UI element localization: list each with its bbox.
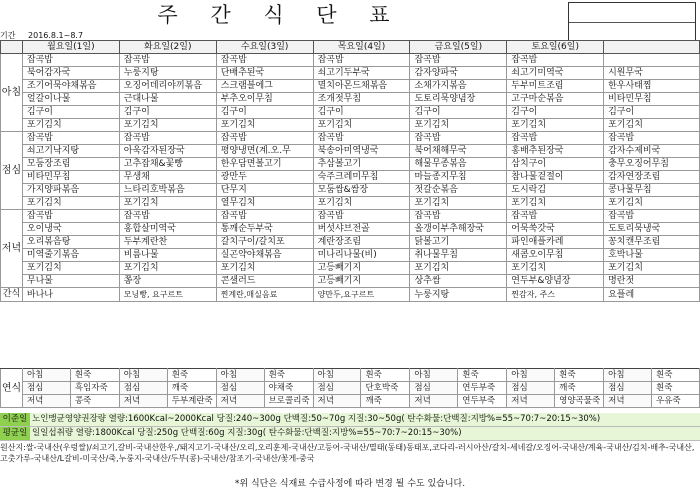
menu-cell: 어묵쑥갓국 — [507, 223, 604, 236]
menu-cell: 북어감자국 — [22, 67, 119, 80]
soft-diet-porridge: 흰죽 — [167, 369, 216, 382]
menu-cell: 비타민무침 — [22, 171, 119, 184]
soft-diet-porridge: 우유죽 — [652, 395, 700, 408]
nutrition-row — [0, 427, 700, 441]
lunch-row — [1, 171, 700, 184]
soft-diet-porridge: 깨죽 — [167, 382, 216, 395]
soft-diet-meal: 저녁 — [119, 395, 167, 408]
menu-cell: 포기김치 — [119, 119, 216, 132]
menu-cell: 김구이 — [410, 106, 507, 119]
menu-cell: 잡곡밥 — [216, 132, 313, 145]
soft-diet-porridge: 단호박죽 — [361, 382, 410, 395]
soft-diet-meal: 아침 — [119, 369, 167, 382]
menu-cell: 부추오이무침 — [216, 93, 313, 106]
menu-cell: 연두부&양념장 — [507, 275, 604, 288]
lunch-row — [1, 145, 700, 158]
menu-cell: 갈치구이/갈치포 — [216, 236, 313, 249]
menu-cell: 김구이 — [604, 106, 700, 119]
menu-cell: 잡곡밥 — [410, 132, 507, 145]
menu-cell: 오징어데리야끼볶음 — [119, 80, 216, 93]
menu-cell: 쫑장 — [119, 275, 216, 288]
soft-diet-porridge: 흰죽 — [652, 369, 700, 382]
approval-box — [568, 2, 696, 42]
menu-cell: 잡곡밥 — [22, 132, 119, 145]
soft-diet-meal: 점심 — [216, 382, 264, 395]
menu-cell: 시원무국 — [604, 67, 700, 80]
breakfast-row — [1, 54, 700, 67]
soft-diet-porridge: 영양곡물죽 — [555, 395, 604, 408]
dinner-row — [1, 236, 700, 249]
menu-cell: 포기김치 — [507, 197, 604, 210]
dinner-row — [1, 249, 700, 262]
menu-cell: 포기김치 — [119, 197, 216, 210]
snack-cell: 요플레 — [604, 288, 700, 302]
menu-cell: 포기김치 — [410, 119, 507, 132]
menu-cell: 잡곡밥 — [604, 132, 700, 145]
day-header — [604, 41, 700, 54]
menu-cell: 두부계란찬 — [119, 236, 216, 249]
menu-cell: 모둠장조림 — [22, 158, 119, 171]
lunch-row — [1, 132, 700, 145]
menu-cell: 북어채해무국 — [410, 145, 507, 158]
change-notice: *위 식단은 식재료 수급사정에 따라 변경 될 수도 있습니다. — [234, 479, 466, 489]
menu-cell: 계란장조림 — [313, 236, 410, 249]
menu-cell: 고추잡채&꽃빵 — [119, 158, 216, 171]
menu-cell: 버섯샤브전골 — [313, 223, 410, 236]
menu-cell: 잡곡밥 — [604, 210, 700, 223]
menu-cell: 고구마순볶음 — [507, 93, 604, 106]
menu-cell: 참나물겉절이 — [507, 171, 604, 184]
menu-cell: 추삼볼고기 — [313, 158, 410, 171]
menu-cell: 한우담면볼고기 — [216, 158, 313, 171]
soft-diet-meal: 저녁 — [507, 395, 555, 408]
soft-diet-porridge: 브로콜리죽 — [264, 395, 313, 408]
day-header: 화요일(2일) — [119, 41, 216, 54]
menu-cell: 미역줄기볶음 — [22, 249, 119, 262]
breakfast-row — [1, 67, 700, 80]
day-header: 수요일(3일) — [216, 41, 313, 54]
lunch-row — [1, 158, 700, 171]
soft-diet-porridge: 연두부죽 — [458, 382, 507, 395]
menu-cell: 감자수제비국 — [604, 145, 700, 158]
menu-cell: 조기어묵야채볶음 — [22, 80, 119, 93]
menu-cell: 포기김치 — [22, 119, 119, 132]
soft-diet-meal: 저녁 — [22, 395, 70, 408]
snack-label: 간식 — [1, 288, 23, 302]
menu-cell: 포기김치 — [410, 197, 507, 210]
day-header-row — [1, 41, 700, 54]
soft-diet-porridge: 흰죽 — [361, 369, 410, 382]
soft-diet-meal: 점심 — [410, 382, 458, 395]
menu-cell: 김구이 — [22, 106, 119, 119]
menu-cell: 명란젓 — [604, 275, 700, 288]
nutrition-text: 노인맹균영양권장량 열량:1600Kcal~2000Kcal 당질:240~300g 단백질:50~70g 지질:30~50g( 탄수화물:단백질:지방%=55~70:7~20:15~30%) — [32, 414, 601, 424]
menu-cell: 통깨순두부국 — [216, 223, 313, 236]
menu-cell: 잡곡밥 — [119, 54, 216, 67]
menu-cell: 쇠고기낙지탕 — [22, 145, 119, 158]
snack-row — [1, 288, 700, 302]
day-header: 금요일(5일) — [410, 41, 507, 54]
menu-cell: 실곤약야채볶음 — [216, 249, 313, 262]
breakfast-label: 아침 — [1, 54, 23, 132]
soft-diet-meal: 저녁 — [410, 395, 458, 408]
soft-diet-meal: 저녁 — [604, 395, 652, 408]
menu-cell: 포기김치 — [410, 262, 507, 275]
menu-cell: 고등빼기지 — [313, 275, 410, 288]
day-header: 목요일(4일) — [313, 41, 410, 54]
menu-cell: 숙주크레미무침 — [313, 171, 410, 184]
menu-cell: 젓갈순볶음 — [410, 184, 507, 197]
menu-cell: 콩나물무침 — [604, 184, 700, 197]
dinner-row — [1, 223, 700, 236]
snack-cell: 바나나 — [22, 288, 119, 302]
menu-cell: 단배추된국 — [216, 67, 313, 80]
menu-cell: 잡곡밥 — [507, 132, 604, 145]
soft-diet-porridge: 흰죽 — [652, 382, 700, 395]
soft-diet-label: 연식 — [1, 369, 23, 408]
menu-cell: 스크램블에그 — [216, 80, 313, 93]
menu-cell: 김구이 — [313, 106, 410, 119]
menu-cell: 오이냉국 — [22, 223, 119, 236]
period-label: 기간 — [0, 31, 16, 40]
menu-cell: 포기김치 — [604, 262, 700, 275]
menu-cell: 잡곡밥 — [22, 54, 119, 67]
menu-cell: 잡곡밥 — [313, 54, 410, 67]
soft-diet-row — [1, 395, 700, 408]
nutrition-tag: 평균일 — [0, 427, 30, 440]
menu-cell: 무나물 — [22, 275, 119, 288]
soft-diet-meal: 저녁 — [313, 395, 361, 408]
menu-cell: 잡곡밥 — [216, 210, 313, 223]
menu-cell: 김구이 — [216, 106, 313, 119]
menu-cell: 김구이 — [119, 106, 216, 119]
soft-diet-meal: 점심 — [507, 382, 555, 395]
soft-diet-meal: 아침 — [216, 369, 264, 382]
menu-cell: 포기김치 — [22, 262, 119, 275]
origin-info: 원산지:쌀-국내산(우렁쌀)/쇠고기,갈비-국내산한우,/돼지고기-국내산/오리,오리훈제-국내산/고등어-국내산/멸태(동태)동태포,코다리-러시아산/갈치-세네갈/오징어-국내산/계육-국내산/김치-배추-국내산,고춧가루-국내산/L갈비-미국산/죽,누룽지-국내산/두부(콩)-국내산/참조기-국내산/꽃게-중국 — [0, 443, 695, 463]
menu-cell: 포기김치 — [604, 197, 700, 210]
menu-cell: 근대나물 — [119, 93, 216, 106]
menu-cell: 포기김치 — [216, 262, 313, 275]
menu-cell: 취나물무침 — [410, 249, 507, 262]
menu-cell: 미나리나물(비) — [313, 249, 410, 262]
menu-cell: 올갱이부추해장국 — [410, 223, 507, 236]
menu-cell: 충무오징어무침 — [604, 158, 700, 171]
soft-diet-meal: 아침 — [604, 369, 652, 382]
menu-cell: 포기김치 — [604, 119, 700, 132]
menu-cell: 도토리묵냉국 — [604, 223, 700, 236]
nutrition-row — [0, 413, 700, 427]
soft-diet-porridge: 흰죽 — [458, 369, 507, 382]
breakfast-row — [1, 80, 700, 93]
dinner-label: 저녁 — [1, 210, 23, 288]
menu-cell — [604, 54, 700, 67]
nutrition-text: 일일섭취량 열량:1800Kcal 당질:250g 단백질:60g 지질:30g( 탄수화물:단백질:지방%=55~70:7~20:15~30%) — [32, 428, 462, 438]
menu-cell: 잡곡밥 — [507, 54, 604, 67]
lunch-row — [1, 184, 700, 197]
soft-diet-porridge: 흑임자죽 — [70, 382, 119, 395]
dinner-row — [1, 262, 700, 275]
menu-cell: 포기김치 — [22, 197, 119, 210]
menu-cell: 해물무종볶음 — [410, 158, 507, 171]
menu-cell: 아욱감자된장국 — [119, 145, 216, 158]
lunch-label: 점심 — [1, 132, 23, 210]
menu-cell: 쇠고기두부국 — [313, 67, 410, 80]
menu-cell: 닭볼고기 — [410, 236, 507, 249]
lunch-row — [1, 197, 700, 210]
soft-diet-porridge: 흰죽 — [264, 369, 313, 382]
menu-cell: 잡곡밥 — [507, 210, 604, 223]
menu-cell: 모둠쌈&쌈장 — [313, 184, 410, 197]
menu-cell: 포기김치 — [507, 262, 604, 275]
menu-cell: 잡곡밥 — [410, 210, 507, 223]
menu-cell: 누룽지탕 — [119, 67, 216, 80]
menu-cell: 포기김치 — [119, 262, 216, 275]
menu-cell: 광만두 — [216, 171, 313, 184]
menu-cell: 잡곡밥 — [410, 54, 507, 67]
menu-cell: 삼치구이 — [507, 158, 604, 171]
nutrition-section — [0, 413, 700, 441]
menu-cell: 마늘종지무침 — [410, 171, 507, 184]
menu-cell: 파인애플카레 — [507, 236, 604, 249]
menu-cell: 호박나물 — [604, 249, 700, 262]
soft-diet-porridge: 야채죽 — [264, 382, 313, 395]
menu-cell: 평양냉면(계.오.무 — [216, 145, 313, 158]
menu-cell: 두부미트조림 — [507, 80, 604, 93]
snack-cell: 모닝빵, 요구르트 — [119, 288, 216, 302]
snack-cell: 찐감자, 주스 — [507, 288, 604, 302]
soft-diet-meal: 점심 — [22, 382, 70, 395]
menu-cell: 잡곡밥 — [216, 54, 313, 67]
menu-cell: 잡곡밥 — [119, 132, 216, 145]
soft-diet-meal: 아침 — [507, 369, 555, 382]
menu-cell: 감자양파국 — [410, 67, 507, 80]
menu-cell: 포기김치 — [313, 119, 410, 132]
menu-cell: 비름나물 — [119, 249, 216, 262]
breakfast-row — [1, 93, 700, 106]
dinner-row — [1, 210, 700, 223]
menu-cell: 열무김치 — [216, 197, 313, 210]
soft-diet-row — [1, 369, 700, 382]
soft-diet-row — [1, 382, 700, 395]
menu-cell: 무생채 — [119, 171, 216, 184]
soft-diet-porridge: 흰죽 — [70, 369, 119, 382]
menu-cell: 한우사태찜 — [604, 80, 700, 93]
soft-diet-meal: 점심 — [604, 382, 652, 395]
menu-cell: 감자연장조림 — [604, 171, 700, 184]
day-header: 토요일(6일) — [507, 41, 604, 54]
soft-diet-porridge: 연두부죽 — [458, 395, 507, 408]
menu-cell: 느타리호박볶음 — [119, 184, 216, 197]
snack-cell: 양만두,요구르트 — [313, 288, 410, 302]
menu-cell: 꽁치캔무조림 — [604, 236, 700, 249]
soft-diet-table — [0, 368, 700, 408]
menu-cell: 잡곡밥 — [313, 132, 410, 145]
menu-cell: 멸치아몬드채볶음 — [313, 80, 410, 93]
menu-cell: 얼갈이나물 — [22, 93, 119, 106]
dinner-row — [1, 275, 700, 288]
menu-cell: 가지양파볶음 — [22, 184, 119, 197]
menu-cell: 잡곡밥 — [119, 210, 216, 223]
soft-diet-meal: 점심 — [119, 382, 167, 395]
nutrition-tag: 이준일 — [0, 413, 30, 426]
menu-cell: 단무지 — [216, 184, 313, 197]
menu-cell: 홍배추된장국 — [507, 145, 604, 158]
menu-cell: 포기김치 — [216, 119, 313, 132]
menu-cell: 쇠고기미역국 — [507, 67, 604, 80]
menu-cell: 포기김치 — [313, 197, 410, 210]
menu-cell: 새콤오이무침 — [507, 249, 604, 262]
menu-cell: 홍합살미역국 — [119, 223, 216, 236]
menu-cell: 소채가지볶음 — [410, 80, 507, 93]
menu-cell: 콘샐러드 — [216, 275, 313, 288]
menu-cell: 고등빼기지 — [313, 262, 410, 275]
page-title: 주 간 식 단 표 — [157, 3, 403, 27]
menu-cell: 비타민무침 — [604, 93, 700, 106]
menu-cell: 오리볶음탕 — [22, 236, 119, 249]
breakfast-row — [1, 106, 700, 119]
snack-cell: 찐계란,매실음료 — [216, 288, 313, 302]
soft-diet-porridge: 콩죽 — [70, 395, 119, 408]
menu-cell: 잡곡밥 — [313, 210, 410, 223]
menu-cell: 조개젓무침 — [313, 93, 410, 106]
period-value: 2016.8.1~8.7 — [28, 31, 84, 40]
soft-diet-meal: 아침 — [313, 369, 361, 382]
soft-diet-porridge: 두부계란죽 — [167, 395, 216, 408]
menu-cell: 상추쌈 — [410, 275, 507, 288]
menu-cell: 포기김치 — [507, 119, 604, 132]
soft-diet-porridge: 깨죽 — [555, 382, 604, 395]
menu-cell: 잡곡밥 — [22, 210, 119, 223]
menu-table — [0, 40, 700, 302]
soft-diet-meal: 아침 — [410, 369, 458, 382]
menu-cell: 북송아미역냉국 — [313, 145, 410, 158]
day-header: 월요일(1일) — [22, 41, 119, 54]
soft-diet-porridge: 깨죽 — [361, 395, 410, 408]
soft-diet-meal: 저녁 — [216, 395, 264, 408]
menu-cell: 도토리묵양념장 — [410, 93, 507, 106]
soft-diet-porridge: 흰죽 — [555, 369, 604, 382]
soft-diet-meal: 점심 — [313, 382, 361, 395]
menu-cell: 김구이 — [507, 106, 604, 119]
snack-cell: 누룽지탕 — [410, 288, 507, 302]
breakfast-row — [1, 119, 700, 132]
menu-cell: 도시락김 — [507, 184, 604, 197]
soft-diet-meal: 아침 — [22, 369, 70, 382]
